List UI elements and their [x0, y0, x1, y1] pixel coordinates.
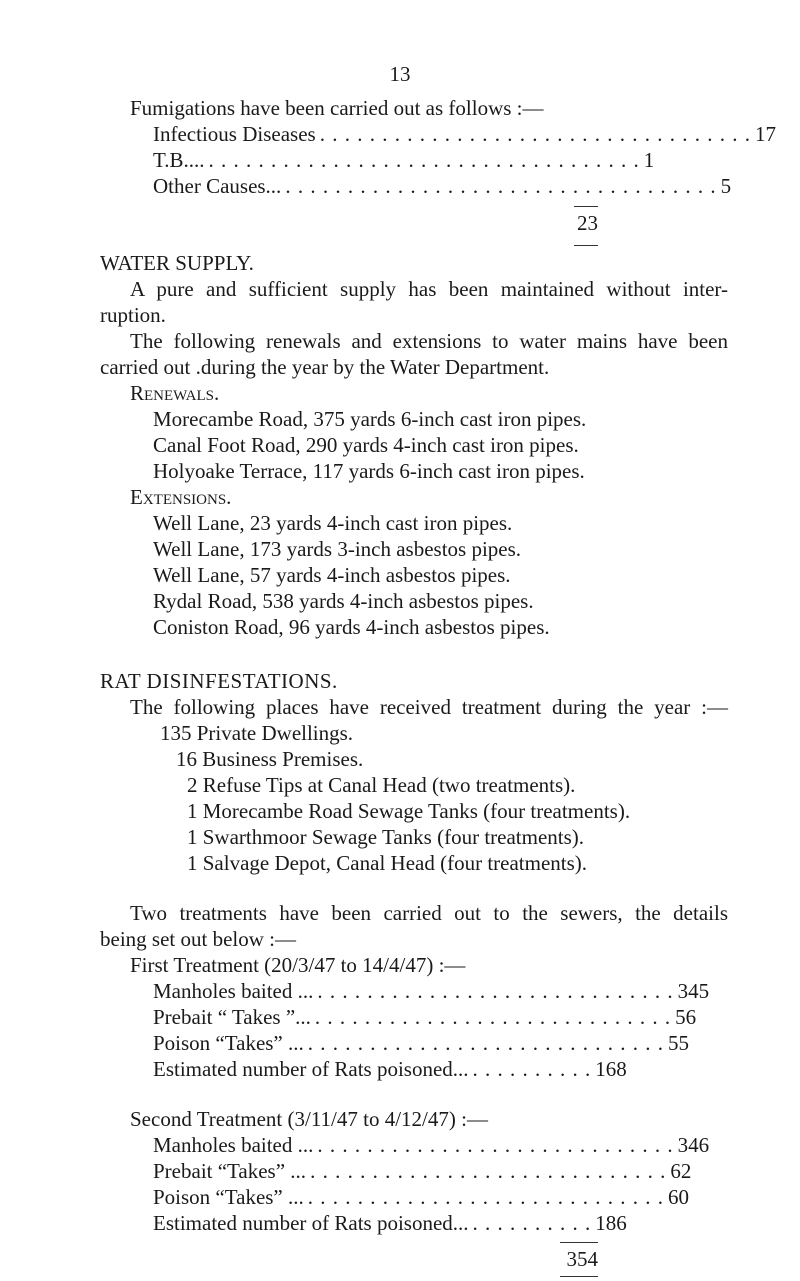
- water-para2-line2: carried out .during the year by the Water Department.: [100, 355, 550, 379]
- extension-item: Coniston Road, 96 yards 4-inch asbestos pipes.: [153, 615, 550, 639]
- extensions-heading: Extensions.: [130, 485, 232, 509]
- treatment-value: 60: [668, 1185, 690, 1209]
- treatment-value: 345: [677, 979, 710, 1003]
- second-treatment-heading: Second Treatment (3/11/47 to 4/12/47) :—: [130, 1107, 488, 1131]
- fumigation-value: 17: [754, 122, 776, 146]
- estimate-value: 168: [595, 1057, 627, 1081]
- estimate-label: Estimated number of Rats poisoned...: [153, 1211, 469, 1235]
- rat-place: 1 Salvage Depot, Canal Head (four treatments).: [187, 851, 588, 875]
- first-treatment-estimate: Estimated number of Rats poisoned... . . . . . . . . . . 168: [153, 1057, 627, 1081]
- rat-place: 2 Refuse Tips at Canal Head (two treatments).: [187, 773, 576, 797]
- treatment-value: 55: [668, 1031, 690, 1055]
- treatment-value: 56: [675, 1005, 697, 1029]
- treatment-label: Manholes baited ...: [153, 979, 314, 1003]
- first-treatment-row: Poison “Takes” ... . . . . . . . . . . . . . . . . . . . . . . . . . . . . . 55: [153, 1031, 690, 1055]
- rat-place: 16 Business Premises.: [176, 747, 364, 771]
- extension-item: Rydal Road, 538 yards 4-inch asbestos pipes.: [153, 589, 534, 613]
- second-treatment-estimate: Estimated number of Rats poisoned... . . . . . . . . . . 186: [153, 1211, 627, 1235]
- fumigations-total: 23: [577, 211, 598, 235]
- second-treatment-row: Poison “Takes” ... . . . . . . . . . . . . . . . . . . . . . . . . . . . . . 60: [153, 1185, 690, 1209]
- fumigation-row: T.B.... . . . . . . . . . . . . . . . . . . . . . . . . . . . . . . . . . . . 1: [153, 148, 655, 172]
- page-number: 13: [389, 62, 411, 86]
- rat-place: 1 Swarthmoor Sewage Tanks (four treatments).: [187, 825, 585, 849]
- treatment-label: Prebait “Takes” ...: [153, 1159, 307, 1183]
- second-treatment-row: Prebait “Takes” ... . . . . . . . . . . . . . . . . . . . . . . . . . . . . . 62: [153, 1159, 692, 1183]
- grand-total: 354: [566, 1247, 598, 1271]
- first-treatment-row: Prebait “ Takes ”... . . . . . . . . . . . . . . . . . . . . . . . . . . . . . 56: [153, 1005, 697, 1029]
- fumigation-label: Infectious Diseases: [153, 122, 316, 146]
- total-rule: [574, 245, 598, 246]
- fumigation-value: 5: [720, 174, 732, 198]
- fumigation-row: Other Causes... . . . . . . . . . . . . . . . . . . . . . . . . . . . . . . . . . . . 5: [153, 174, 732, 198]
- fumigation-row: Infectious Diseases . . . . . . . . . . . . . . . . . . . . . . . . . . . . . . . . . . . 17: [153, 122, 776, 146]
- extension-item: Well Lane, 57 yards 4-inch asbestos pipes.: [153, 563, 511, 587]
- treatment-value: 346: [677, 1133, 710, 1157]
- first-treatment-heading: First Treatment (20/3/47 to 14/4/47) :—: [130, 953, 466, 977]
- second-treatment-row: Manholes baited ... . . . . . . . . . . . . . . . . . . . . . . . . . . . . . 346: [153, 1133, 710, 1157]
- water-para2-line1: The following renewals and extensions to water mains have been: [130, 329, 728, 353]
- estimate-value: 186: [595, 1211, 627, 1235]
- fumigation-label: Other Causes...: [153, 174, 282, 198]
- grand-total-rule-top: [560, 1242, 598, 1243]
- sewers-line2: being set out below :—: [100, 927, 296, 951]
- renewal-item: Canal Foot Road, 290 yards 4-inch cast iron pipes.: [153, 433, 579, 457]
- treatment-value: 62: [670, 1159, 692, 1183]
- sewers-line1: Two treatments have been carried out to the sewers, the details: [130, 901, 728, 925]
- water-para1-line1: A pure and sufficient supply has been maintained without inter-: [130, 277, 728, 301]
- extension-item: Well Lane, 173 yards 3-inch asbestos pipes.: [153, 537, 522, 561]
- rat-place: 1 Morecambe Road Sewage Tanks (four treatments).: [187, 799, 631, 823]
- treatment-label: Prebait “ Takes ”...: [153, 1005, 311, 1029]
- estimate-label: Estimated number of Rats poisoned...: [153, 1057, 469, 1081]
- water-supply-heading: WATER SUPPLY.: [100, 251, 254, 275]
- renewals-heading: Renewals.: [130, 381, 220, 405]
- rat-intro: The following places have received treatment during the year :—: [130, 695, 728, 719]
- renewal-item: Holyoake Terrace, 117 yards 6-inch cast iron pipes.: [153, 459, 585, 483]
- fumigations-heading: Fumigations have been carried out as follows :—: [130, 96, 544, 120]
- grand-total-rule-bottom: [560, 1276, 598, 1277]
- treatment-label: Poison “Takes” ...: [153, 1185, 304, 1209]
- fumigation-value: 1: [643, 148, 655, 172]
- subtotal-rule: [574, 206, 598, 207]
- fumigation-label: T.B....: [153, 148, 205, 172]
- rat-heading: RAT DISINFESTATIONS.: [100, 669, 338, 693]
- renewal-item: Morecambe Road, 375 yards 6-inch cast iron pipes.: [153, 407, 587, 431]
- extension-item: Well Lane, 23 yards 4-inch cast iron pipes.: [153, 511, 513, 535]
- rat-place: 135 Private Dwellings.: [160, 721, 354, 745]
- water-para1-line2: ruption.: [100, 303, 166, 327]
- treatment-label: Manholes baited ...: [153, 1133, 314, 1157]
- first-treatment-row: Manholes baited ... . . . . . . . . . . . . . . . . . . . . . . . . . . . . . 345: [153, 979, 710, 1003]
- treatment-label: Poison “Takes” ...: [153, 1031, 304, 1055]
